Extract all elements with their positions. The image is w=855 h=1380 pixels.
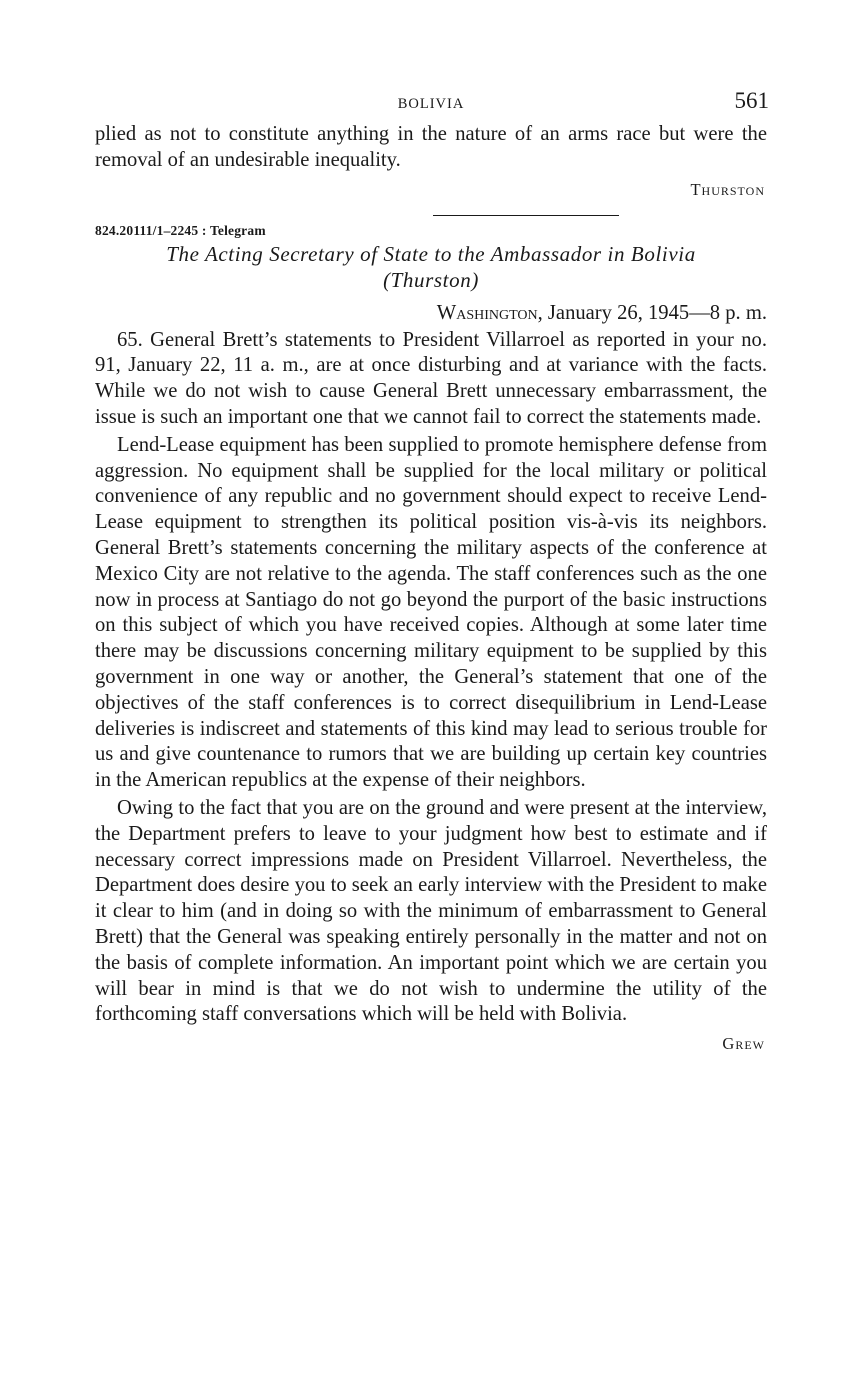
document-title xyxy=(95,241,767,293)
dateline-place: Washington xyxy=(436,301,538,324)
body-paragraph-3: Owing to the fact that you are on the ground and were present at the interview, the Department prefers to leave to your judgment how best to estimate and if necessary correct impressions made on President Villarroel. Nevertheless, the Department does desire you to seek an early interview with the President to make it clear to him (and in doing so with the minimum of embarrassment to General Brett) that the General was speaking entirely personally in the matter and not on the basis of complete information. An important point which we are certain you will bear in mind is that we do not wish to undermine the utility of the forthcoming staff conversations which will be held with Bolivia. xyxy=(95,796,767,1026)
document-page xyxy=(95,88,767,1054)
document-signature: Grew xyxy=(722,1034,765,1054)
running-title: BOLIVIA xyxy=(397,96,465,112)
previous-document-closing-text: plied as not to constitute anything in the nature of an arms race but were the removal of an undesirable inequality. xyxy=(95,123,767,171)
body-paragraph-1: 65. General Brett’s statements to President Villarroel as reported in your no. 91, January 22, 11 a. m., are at once disturbing and at variance with the facts. While we do not wish to cause General Brett unnecessary embarrassment, the issue is such an important one that we cannot fail to correct the statements made. xyxy=(95,328,767,428)
section-divider xyxy=(433,215,619,216)
page-number: 561 xyxy=(734,88,769,113)
letter-body xyxy=(95,328,767,1029)
dateline-date: , January 26, 1945—8 p. m. xyxy=(537,301,767,324)
running-header xyxy=(95,88,767,122)
previous-document-signature: Thurston xyxy=(690,179,765,199)
document-title-line-1: The Acting Secretary of State to the Ambassador in Bolivia xyxy=(166,241,696,266)
body-paragraph-2: Lend-Lease equipment has been supplied to promote hemisphere defense from aggression. No equipment shall be supplied for the local military or political convenience of any republic and no government should expect to receive Lend-Lease equipment to strengthen its political position vis-à-vis its neighbors. General Brett’s statements concerning the military aspects of the conference at Mexico City are not relative to the agenda. The staff conferences such as the one now in process at Santiago do not go beyond the purport of the basic instructions on this subject of which you have received copies. Although at some later time there may be discussions concerning military equipment to be supplied by this government in one way or another, the General’s statement that one of the objectives of the staff conferences is to correct disequilibrium in Lend-Lease deliveries is indiscreet and statements of this kind may lead to serious trouble for us and give countenance to rumors that we are building up certain key countries in the American republics at the expense of their neighbors. xyxy=(95,433,767,792)
file-reference: 824.20111/1–2245 : Telegram xyxy=(95,222,266,238)
document-title-line-2: (Thurston) xyxy=(383,267,479,292)
dateline xyxy=(95,302,767,325)
